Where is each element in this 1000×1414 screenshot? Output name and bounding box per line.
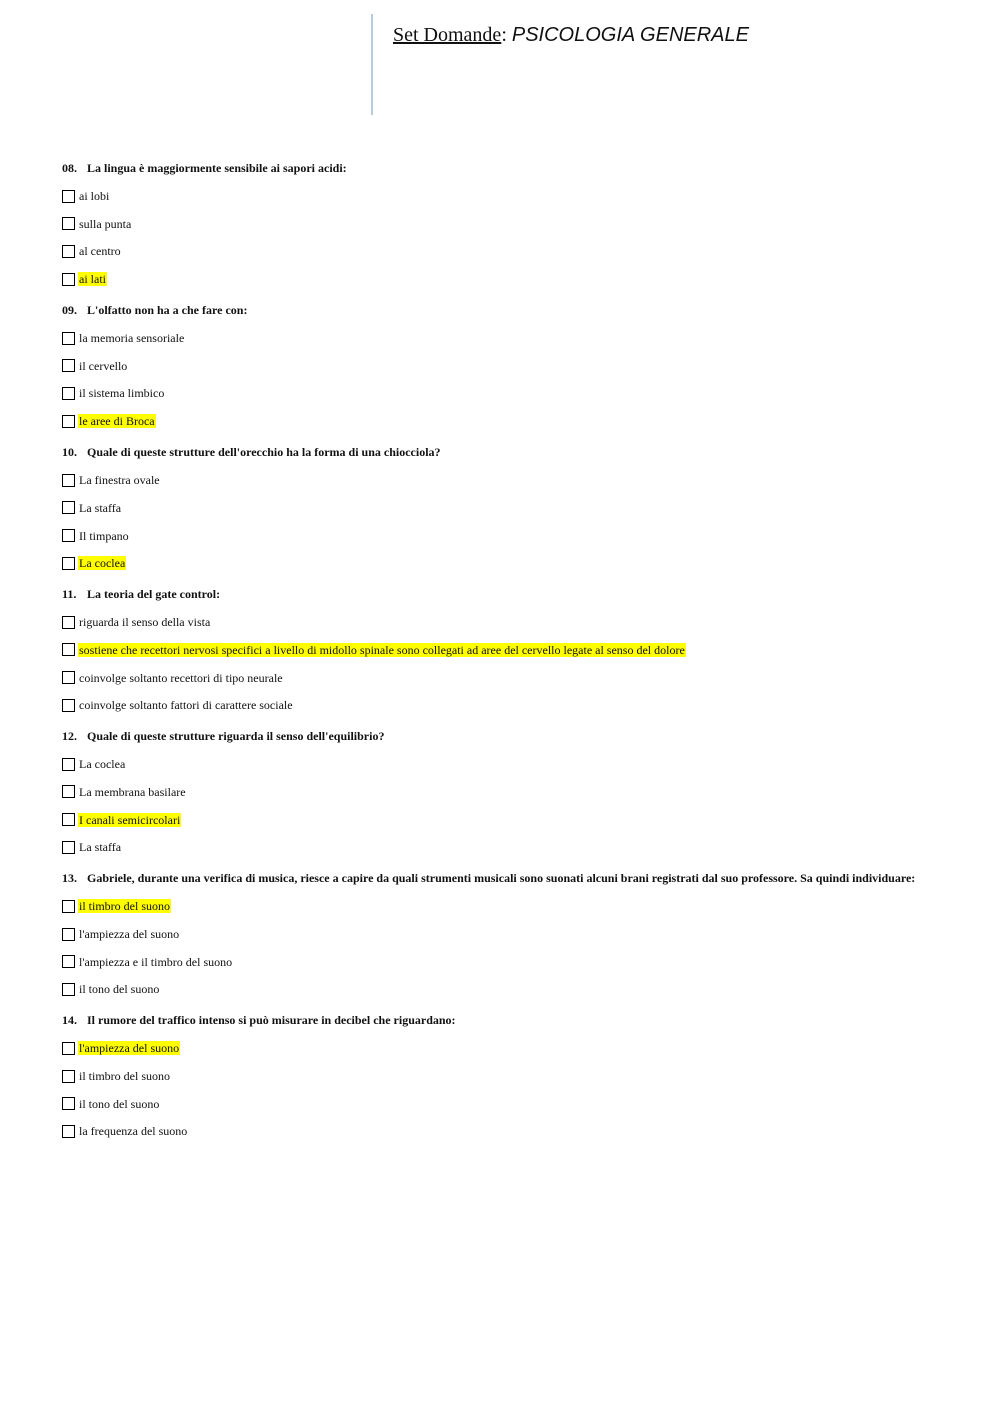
answer-checkbox[interactable] [62,983,75,996]
answer-checkbox[interactable] [62,359,75,372]
answer-label: Il timpano [79,528,129,543]
answer-label: l'ampiezza del suono [79,927,180,941]
answer-checkbox[interactable] [62,474,75,487]
answer-label: coinvolge soltanto fattori di carattere sociale [79,698,293,713]
answer-checkbox[interactable] [62,699,75,712]
question-number: 11. [62,587,77,602]
answer-option[interactable] [62,697,942,713]
answer-option[interactable] [62,243,942,259]
answer-option[interactable] [62,784,942,800]
question-number: 09. [62,303,77,318]
page-header [393,23,749,47]
answer-checkbox[interactable] [62,245,75,258]
answer-label: la memoria sensoriale [79,331,185,346]
answer-checkbox[interactable] [62,415,75,428]
answer-checkbox[interactable] [62,758,75,771]
question-text [62,162,942,175]
answer-option[interactable] [62,555,942,571]
answer-label: il sistema limbico [79,386,165,401]
answer-option[interactable] [62,670,942,686]
answer-checkbox[interactable] [62,529,75,542]
question-block [62,304,942,429]
question-block [62,1014,942,1139]
header-separator: : [501,24,507,46]
question-prompt: L'olfatto non ha a che fare con: [87,303,248,318]
answer-option[interactable] [62,1068,942,1084]
answer-checkbox[interactable] [62,785,75,798]
answer-checkbox[interactable] [62,900,75,913]
answer-checkbox[interactable] [62,332,75,345]
answer-option[interactable] [62,472,942,488]
answer-option[interactable] [62,812,942,828]
answer-checkbox[interactable] [62,1070,75,1083]
question-prompt: Quale di queste strutture riguarda il senso dell'equilibrio? [87,729,385,744]
question-number: 12. [62,729,77,744]
answer-checkbox[interactable] [62,557,75,570]
answer-option[interactable] [62,188,942,204]
question-prompt: Quale di queste strutture dell'orecchio ha la forma di una chiocciola? [87,445,441,460]
answer-option[interactable] [62,954,942,970]
header-divider [371,14,373,115]
answer-checkbox[interactable] [62,1042,75,1055]
answer-label: il tono del suono [79,1096,160,1111]
answer-label: sulla punta [79,216,132,231]
question-number: 14. [62,1013,77,1028]
question-text [62,588,942,601]
question-text [62,304,942,317]
answer-label: il tono del suono [79,982,160,997]
answer-label: riguarda il senso della vista [79,615,211,630]
answer-checkbox[interactable] [62,387,75,400]
answer-label: La membrana basilare [79,784,186,799]
answer-label-highlighted: I canali semicircolari [79,812,181,827]
answer-option[interactable] [62,642,942,658]
answer-option[interactable] [62,216,942,232]
answer-option[interactable] [62,1096,942,1112]
question-block [62,872,942,997]
answer-option[interactable] [62,756,942,772]
answer-checkbox[interactable] [62,928,75,941]
answer-label: La finestra ovale [79,473,160,488]
answer-option[interactable] [62,358,942,374]
answer-label: La staffa [79,840,122,855]
answer-checkbox[interactable] [62,616,75,629]
question-text [62,1014,942,1027]
header-subject: PSICOLOGIA GENERALE [511,24,749,46]
answer-option[interactable] [62,898,942,914]
answer-checkbox[interactable] [62,501,75,514]
answer-checkbox[interactable] [62,671,75,684]
answer-checkbox[interactable] [62,643,75,656]
question-text [62,730,942,743]
question-list [62,162,942,1156]
answer-option[interactable] [62,614,942,630]
answer-option[interactable] [62,500,942,516]
question-block [62,446,942,571]
answer-label: la frequenza del suono [79,1124,188,1139]
question-number: 10. [62,445,77,460]
answer-option[interactable] [62,839,942,855]
answer-checkbox[interactable] [62,955,75,968]
answer-checkbox[interactable] [62,841,75,854]
answer-option[interactable] [62,385,942,401]
answer-label-highlighted: ai lati [79,272,106,287]
answer-label: ai lobi [79,189,110,203]
answer-label-highlighted: il timbro del suono [79,899,170,914]
answer-option[interactable] [62,413,942,429]
question-text [62,446,942,459]
answer-checkbox[interactable] [62,217,75,230]
answer-option[interactable] [62,926,942,942]
answer-option[interactable] [62,271,942,287]
question-prompt: Gabriele, durante una verifica di musica, riesce a capire da quali strumenti musicali sono suonati alcuni brani registrati dal suo professore. Sa quindi individuare: [87,871,916,886]
question-prompt: La teoria del gate control: [87,587,221,602]
answer-checkbox[interactable] [62,273,75,286]
answer-option[interactable] [62,528,942,544]
answer-label: coinvolge soltanto recettori di tipo neurale [79,670,283,685]
answer-option[interactable] [62,330,942,346]
question-number: 13. [62,871,77,886]
header-label: Set Domande [393,24,502,46]
question-number: 08. [62,161,77,175]
answer-label: il timbro del suono [79,1069,170,1084]
answer-label-highlighted: sostiene che recettori nervosi specifici a livello di midollo spinale sono collegati ad aree del cervello legate al senso del dolore [79,642,685,657]
answer-label-highlighted: La coclea [79,556,126,571]
answer-label: al centro [79,244,121,259]
answer-checkbox[interactable] [62,190,75,203]
answer-option[interactable] [62,1040,942,1056]
answer-label: La staffa [79,500,122,515]
question-prompt: La lingua è maggiormente sensibile ai sapori acidi: [87,161,347,175]
answer-label-highlighted: l'ampiezza del suono [79,1041,180,1056]
answer-checkbox[interactable] [62,1125,75,1138]
answer-label: l'ampiezza e il timbro del suono [79,954,233,969]
question-text [62,872,942,885]
answer-option[interactable] [62,1123,942,1139]
answer-label: il cervello [79,358,128,373]
answer-checkbox[interactable] [62,1097,75,1110]
question-block [62,588,942,713]
question-block [62,162,942,287]
question-prompt: Il rumore del traffico intenso si può misurare in decibel che riguardano: [87,1013,456,1028]
answer-option[interactable] [62,981,942,997]
question-block [62,730,942,855]
answer-checkbox[interactable] [62,813,75,826]
answer-label-highlighted: le aree di Broca [79,414,155,429]
answer-label: La coclea [79,757,126,772]
